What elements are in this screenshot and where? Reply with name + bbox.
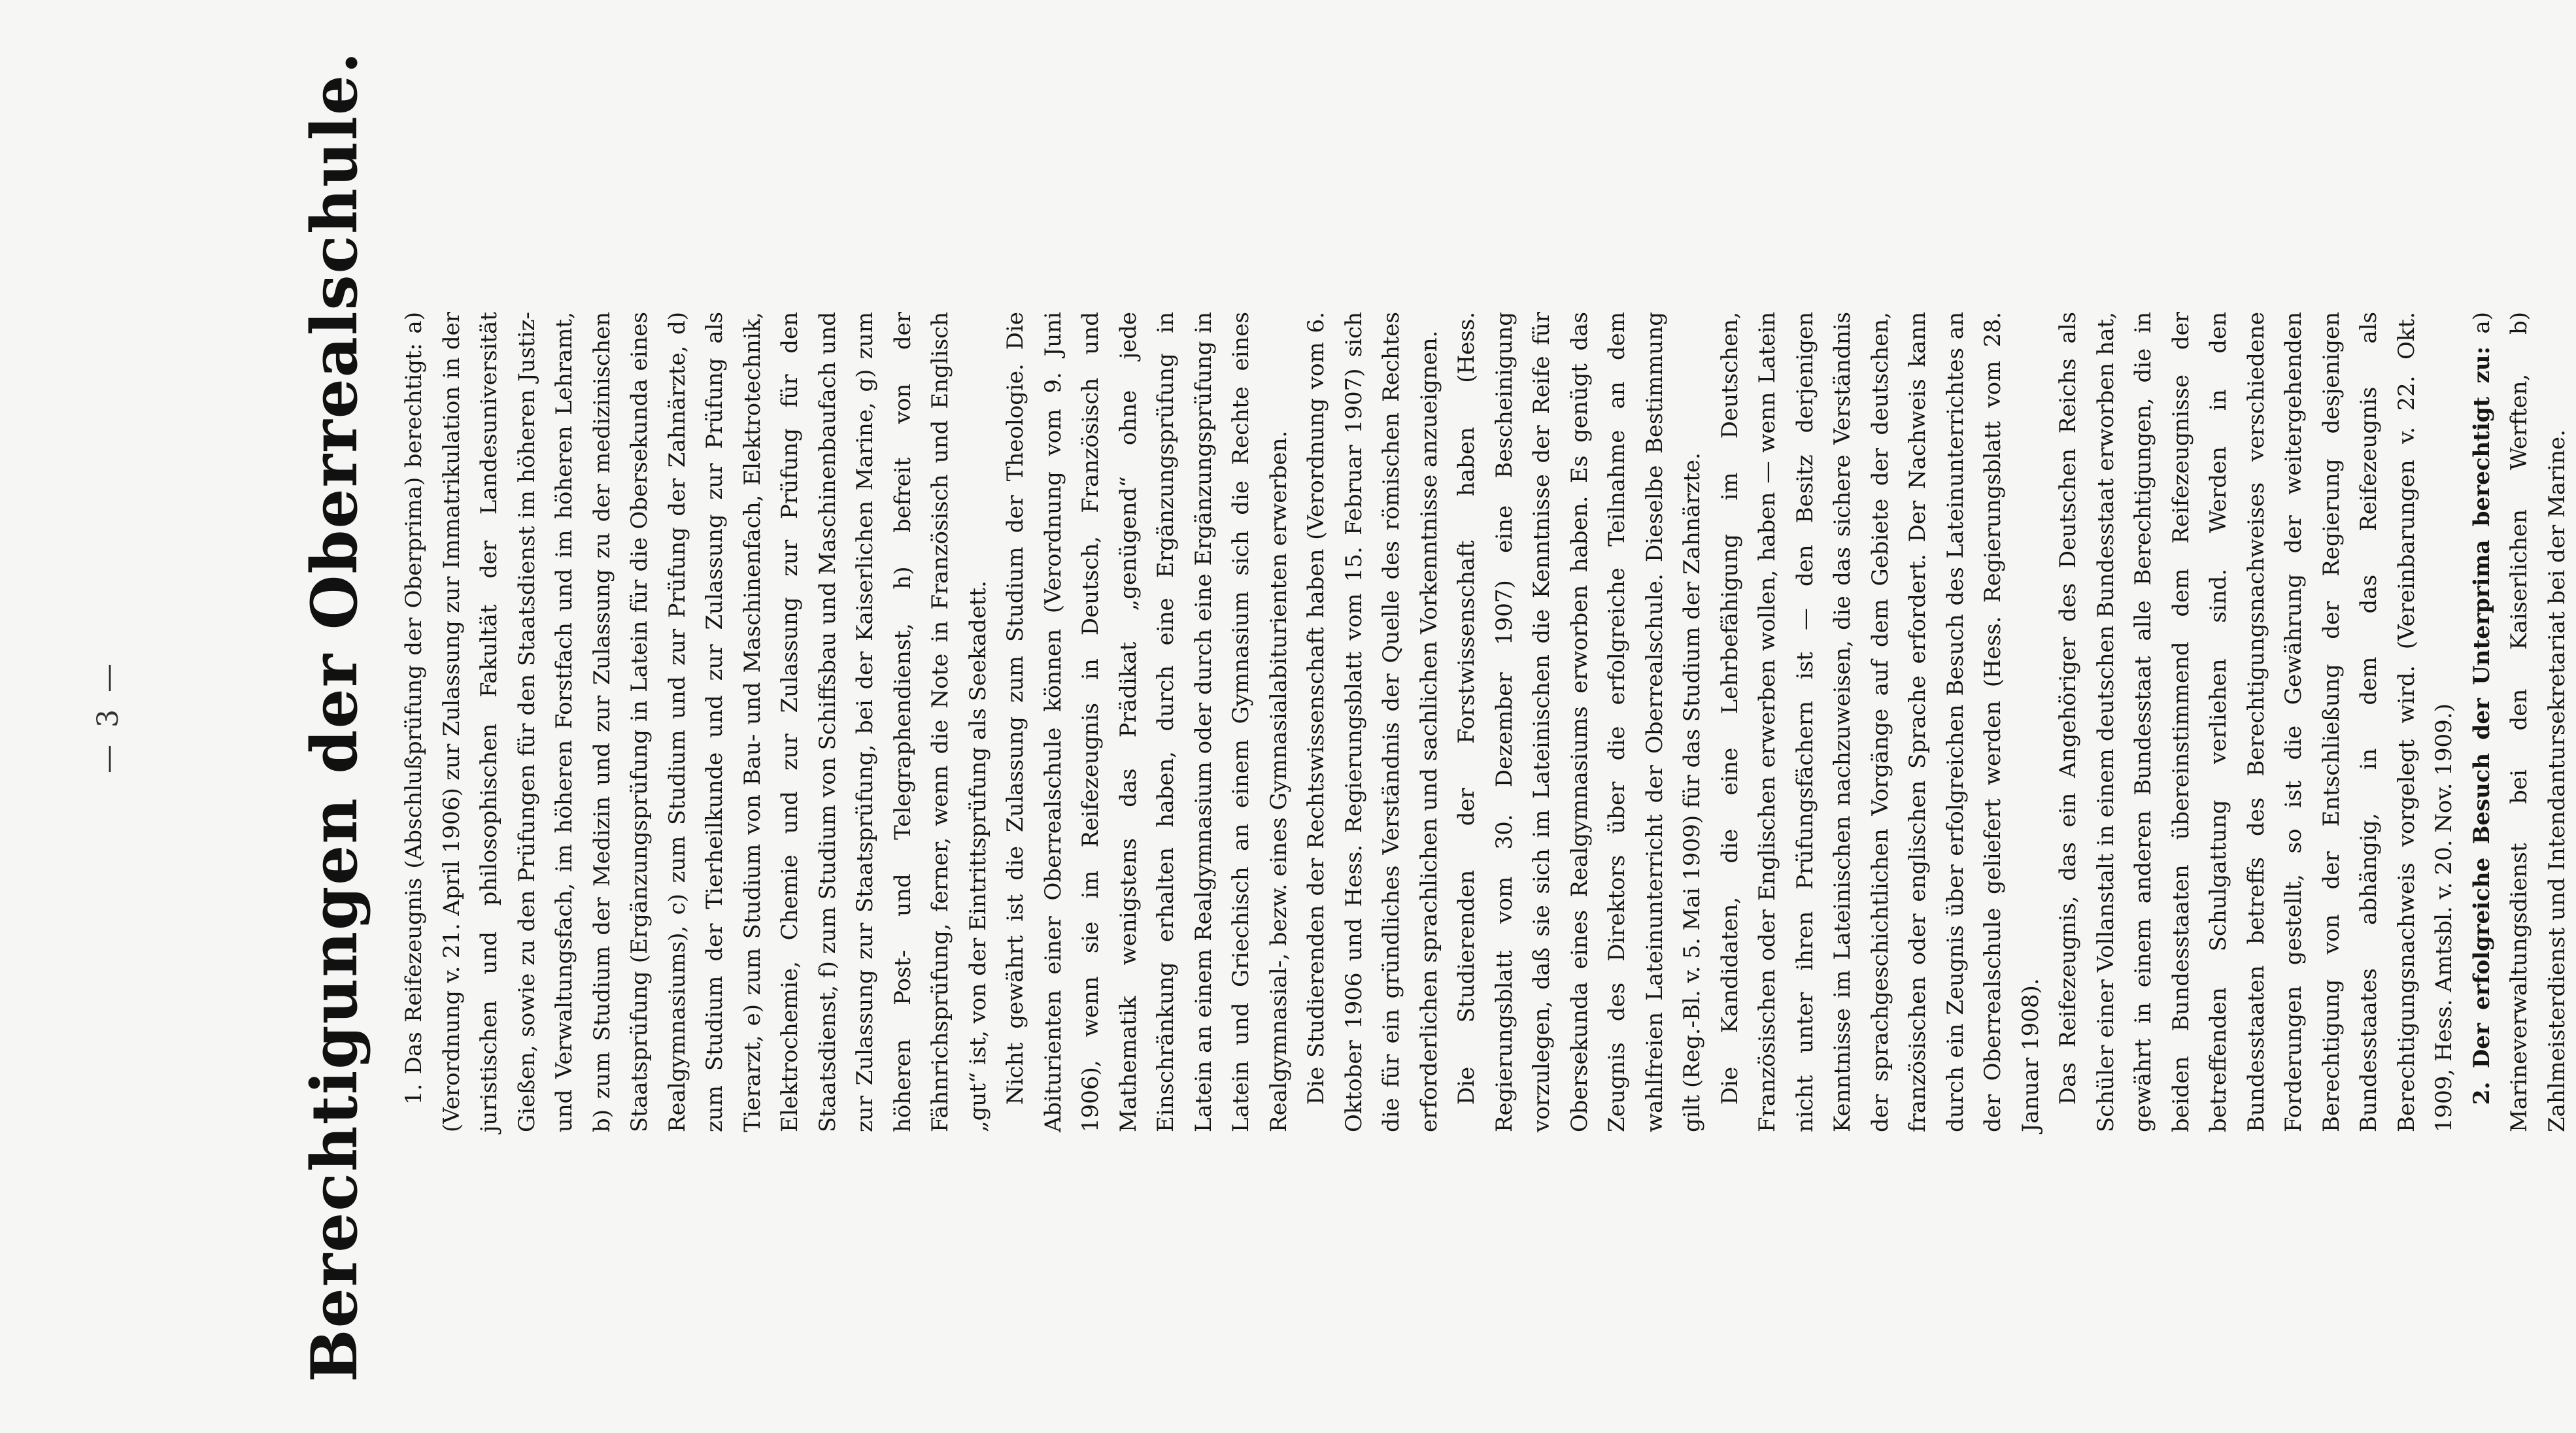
paragraph-text: a) Marineverwaltungsdienst bei den Kaiserlichen Werften, b) Zahlmeisterdienst und Intendantursekretariat bei der Marine.	[2468, 311, 2570, 1132]
paragraph-last	[2464, 312, 2576, 1132]
body-text	[396, 312, 2576, 1132]
paragraph: Die Kandidaten, die eine Lehrbefähigung im Deutschen, Französischen oder Englischen erwerben wollen, haben — wenn Latein nicht unter ihren Prüfungsfächern ist — den Besitz derjenigen Kenntnisse im Lateinischen nachzuweisen, die das sichere Verständnis der sprachgeschichtlichen Vorgänge auf dem Gebiete der deutschen, französischen oder englischen Sprache erfordert. Der Nachweis kann durch ein Zeugnis über erfolgreichen Besuch des Lateinunterrichtes an der Oberrealschule geliefert werden (Hess. Regierungsblatt vom 28. Januar 1908).	[1716, 312, 2044, 1132]
paragraph: Die Studierenden der Forstwissenschaft haben (Hess. Regierungsblatt vom 30. Dezember 1907) eine Bescheinigung vorzulegen, daß sie sich im Lateinischen die Kenntnisse der Reife für Obersekunda eines Realgymnasiums erworben haben. Es genügt das Zeugnis des Direktors über die erfolgreiche Teilnahme an dem wahlfreien Lateinunterricht der Oberrealschule. Dieselbe Bestimmung gilt (Reg.-Bl. v. 5. Mai 1909) für das Studium der Zahnärzte.	[1453, 312, 1705, 1132]
page-number: — 3 —	[92, 660, 125, 773]
paragraph: Die Studierenden der Rechtswissenschaft haben (Verordnung vom 6. Oktober 1906 und Hess. Regierungsblatt vom 15. Februar 1907) sich die für ein gründliches Verständnis der Quelle des römischen Rechtes erforderlichen sprachlichen und sachlichen Vorkenntnisse anzueignen.	[1303, 312, 1442, 1132]
paragraph-lead: 2. Der erfolgreiche Besuch der Unterprima berechtigt zu:	[2468, 346, 2495, 1105]
paragraph: Nicht gewährt ist die Zulassung zum Studium der Theologie. Die Abiturienten einer Oberrealschule können (Verordnung vom 9. Juni 1906), wenn sie im Reifezeugnis in Deutsch, Französisch und Mathematik wenigstens das Prädikat „genügend“ ohne jede Einschränkung erhalten haben, durch eine Ergänzungsprüfung in Latein an einem Realgymnasium oder durch eine Ergänzungsprüfung in Latein und Griechisch an einem Gymnasium sich die Rechte eines Realgymnasial-, bezw. eines Gymnasialabiturienten erwerben.	[1002, 312, 1292, 1132]
page-title: Berechtigungen der Oberrealschule.	[297, 50, 371, 1383]
paragraph: 1. Das Reifezeugnis (Abschlußprüfung der Oberprima) berechtigt: a) (Verordnung v. 21. April 1906) zur Zulassung zur Immatrikulation in der juristischen und philosophischen Fakultät der Landesuniversität Gießen, sowie zu den Prüfungen für den Staatsdienst im höheren Justiz- und Verwaltungsfach, im höheren Forstfach und im höheren Lehramt, b) zum Studium der Medizin und zur Zulassung zu der medizinischen Staatsprüfung (Ergänzungsprüfung in Latein für die Obersekunda eines Realgymnasiums), c) zum Studium und zur Prüfung der Zahnärzte, d) zum Studium der Tierheilkunde und zur Zulassung zur Prüfung als Tierarzt, e) zum Studium von Bau- und Maschinenfach, Elektrotechnik, Elektrochemie, Chemie und zur Zulassung zur Prüfung für den Staatsdienst, f) zum Studium von Schiffsbau und Maschinenbaufach und zur Zulassung zur Staatsprüfung, bei der Kaiserlichen Marine, g) zum höheren Post- und Telegraphendienst, h) befreit von der Fähnrichsprüfung, ferner, wenn die Note in Französisch und Englisch „gut“ ist, von der Eintrittsprüfung als Seekadett.	[401, 312, 991, 1132]
paragraph: Das Reifezeugnis, das ein Angehöriger des Deutschen Reichs als Schüler einer Vollanstalt in einem deutschen Bundesstaat erworben hat, gewährt in einem anderen Bundesstaat alle Berechtigungen, die in beiden Bundesstaaten übereinstimmend dem Reifezeugnisse der betreffenden Schulgattung verliehen sind. Werden in den Bundesstaaten betreffs des Berechtigungsnachweises verschiedene Forderungen gestellt, so ist die Gewährung der weitergehenden Berechtigung von der Entschließung der Regierung desjenigen Bundesstaates abhängig, in dem das Reifezeugnis als Berechtigungsnachweis vorgelegt wird. (Vereinbarungen v. 22. Okt. 1909, Hess. Amtsbl. v. 20. Nov. 1909.)	[2055, 312, 2457, 1132]
